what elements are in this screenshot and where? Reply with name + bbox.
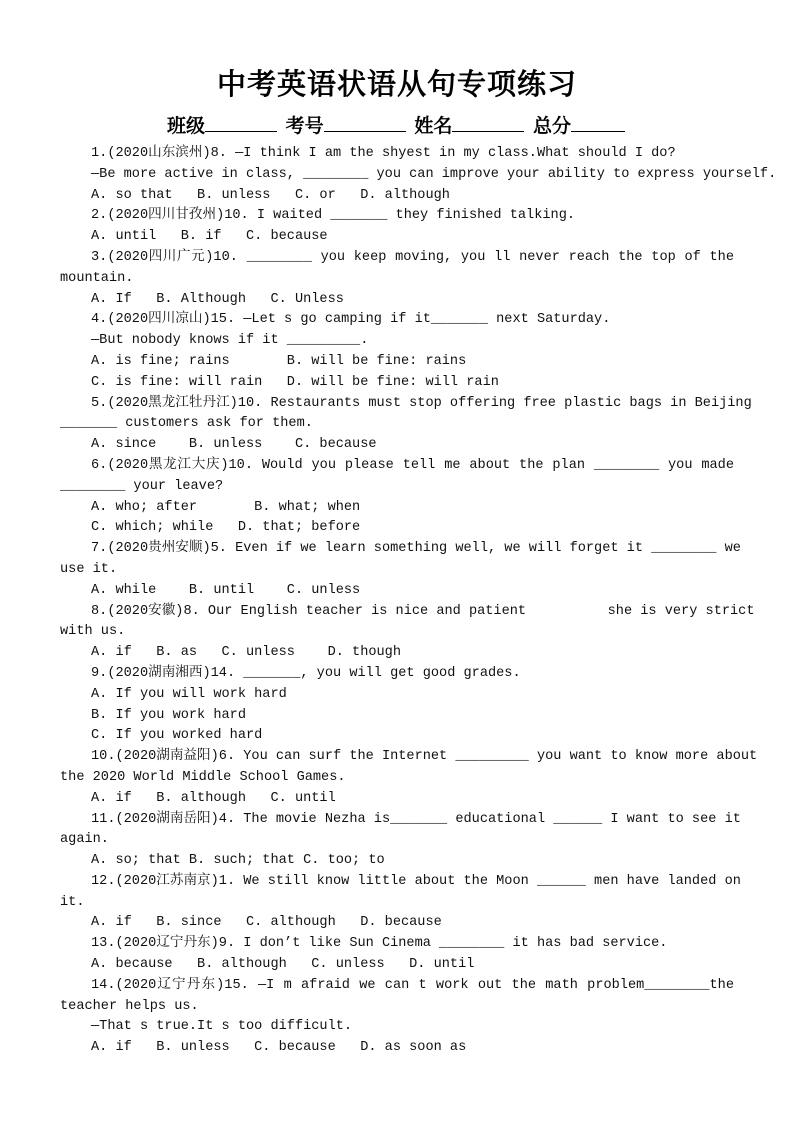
question-line: A. If you will work hard [91, 686, 287, 702]
question-line: A. if B. unless C. because D. as soon as [91, 1040, 467, 1056]
student-info-line [0, 111, 794, 138]
question-line: the 2020 World Middle School Games. [60, 769, 346, 785]
question-line: A. if B. since C. although D. because [91, 915, 442, 931]
score-label: 总分 [532, 115, 571, 137]
question-line: —That s true.It s too difficult. [91, 1019, 353, 1035]
question-line: 2.(2020四川甘孜州)10. I waited _______ they finished talking. [91, 208, 576, 224]
question-line: A. because B. although C. unless D. until [91, 957, 475, 973]
exam-number-blank[interactable] [324, 113, 406, 132]
question-line: A. so; that B. such; that C. too; to [91, 853, 385, 869]
class-label: 班级 [167, 115, 206, 137]
question-line: it. [60, 894, 85, 910]
question-line: A. while B. until C. unless [91, 582, 361, 598]
exam-number-label: 考号 [285, 115, 324, 137]
question-line: A. If B. Although C. Unless [91, 291, 344, 307]
question-line: 6.(2020黑龙江大庆)10. Would you please tell me about the plan ________ you made [91, 457, 734, 473]
question-line: 12.(2020江苏南京)1. We still know little about the Moon ______ men have landed on [91, 873, 741, 889]
question-list [60, 144, 777, 1059]
page-title: 中考英语状语从句专项练习 [216, 67, 577, 101]
question-line: 4.(2020四川凉山)15. —Let s go camping if it_______ next Saturday. [91, 312, 611, 328]
question-line: C. is fine: will rain D. will be fine: will rain [91, 374, 499, 390]
question-line: 13.(2020辽宁丹东)9. I don’t like Sun Cinema ________ it has bad service. [91, 936, 668, 952]
question-line: —But nobody knows if it _________. [91, 333, 369, 349]
question-line: A. since B. unless C. because [91, 437, 377, 453]
question-line: 3.(2020四川广元)10. ________ you keep moving, you ll never reach the top of the [91, 249, 734, 265]
question-line: again. [60, 832, 109, 848]
question-line: B. If you work hard [91, 707, 246, 723]
question-line: A. until B. if C. because [91, 229, 328, 245]
question-line: 1.(2020山东滨州)8. —I think I am the shyest in my class.What should I do? [91, 146, 676, 161]
question-line: —Be more active in class, ________ you can improve your ability to express yourself. [91, 166, 777, 182]
question-line: 7.(2020贵州安顺)5. Even if we learn something well, we will forget it ________ we [91, 541, 741, 557]
score-blank[interactable] [571, 113, 625, 132]
question-line: teacher helps us. [60, 998, 199, 1014]
question-line: 9.(2020湖南湘西)14. _______, you will get good grades. [91, 665, 521, 681]
question-line: C. If you worked hard [91, 728, 263, 744]
question-line: A. if B. although C. until [91, 790, 336, 806]
question-line: 11.(2020湖南岳阳)4. The movie Nezha is_______ educational ______ I want to see it [91, 811, 741, 827]
question-line: 5.(2020黑龙江牡丹江)10. Restaurants must stop offering free plastic bags in Beijing [91, 395, 752, 411]
question-line: A. is fine; rains B. will be fine: rains [91, 353, 467, 369]
question-line: 8.(2020安徽)8. Our English teacher is nice and patient she is very strict [91, 603, 755, 619]
question-line: A. who; after B. what; when [91, 499, 361, 515]
question-line: 10.(2020湖南益阳)6. You can surf the Internet _________ you want to know more about [91, 749, 758, 765]
class-blank[interactable] [205, 113, 277, 132]
question-line: mountain. [60, 270, 134, 286]
question-line: A. if B. as C. unless D. though [91, 645, 401, 661]
question-line: A. so that B. unless C. or D. although [91, 187, 450, 203]
question-line: 14.(2020辽宁丹东)15. —I m afraid we can t work out the math problem________the [91, 977, 734, 993]
question-line: C. which; while D. that; before [91, 520, 361, 536]
question-line: with us. [60, 624, 126, 640]
question-line: ________ your leave? [60, 478, 224, 494]
name-label: 姓名 [414, 115, 453, 137]
question-line: _______ customers ask for them. [60, 416, 313, 432]
question-line: use it. [60, 561, 118, 577]
name-blank[interactable] [452, 113, 524, 132]
